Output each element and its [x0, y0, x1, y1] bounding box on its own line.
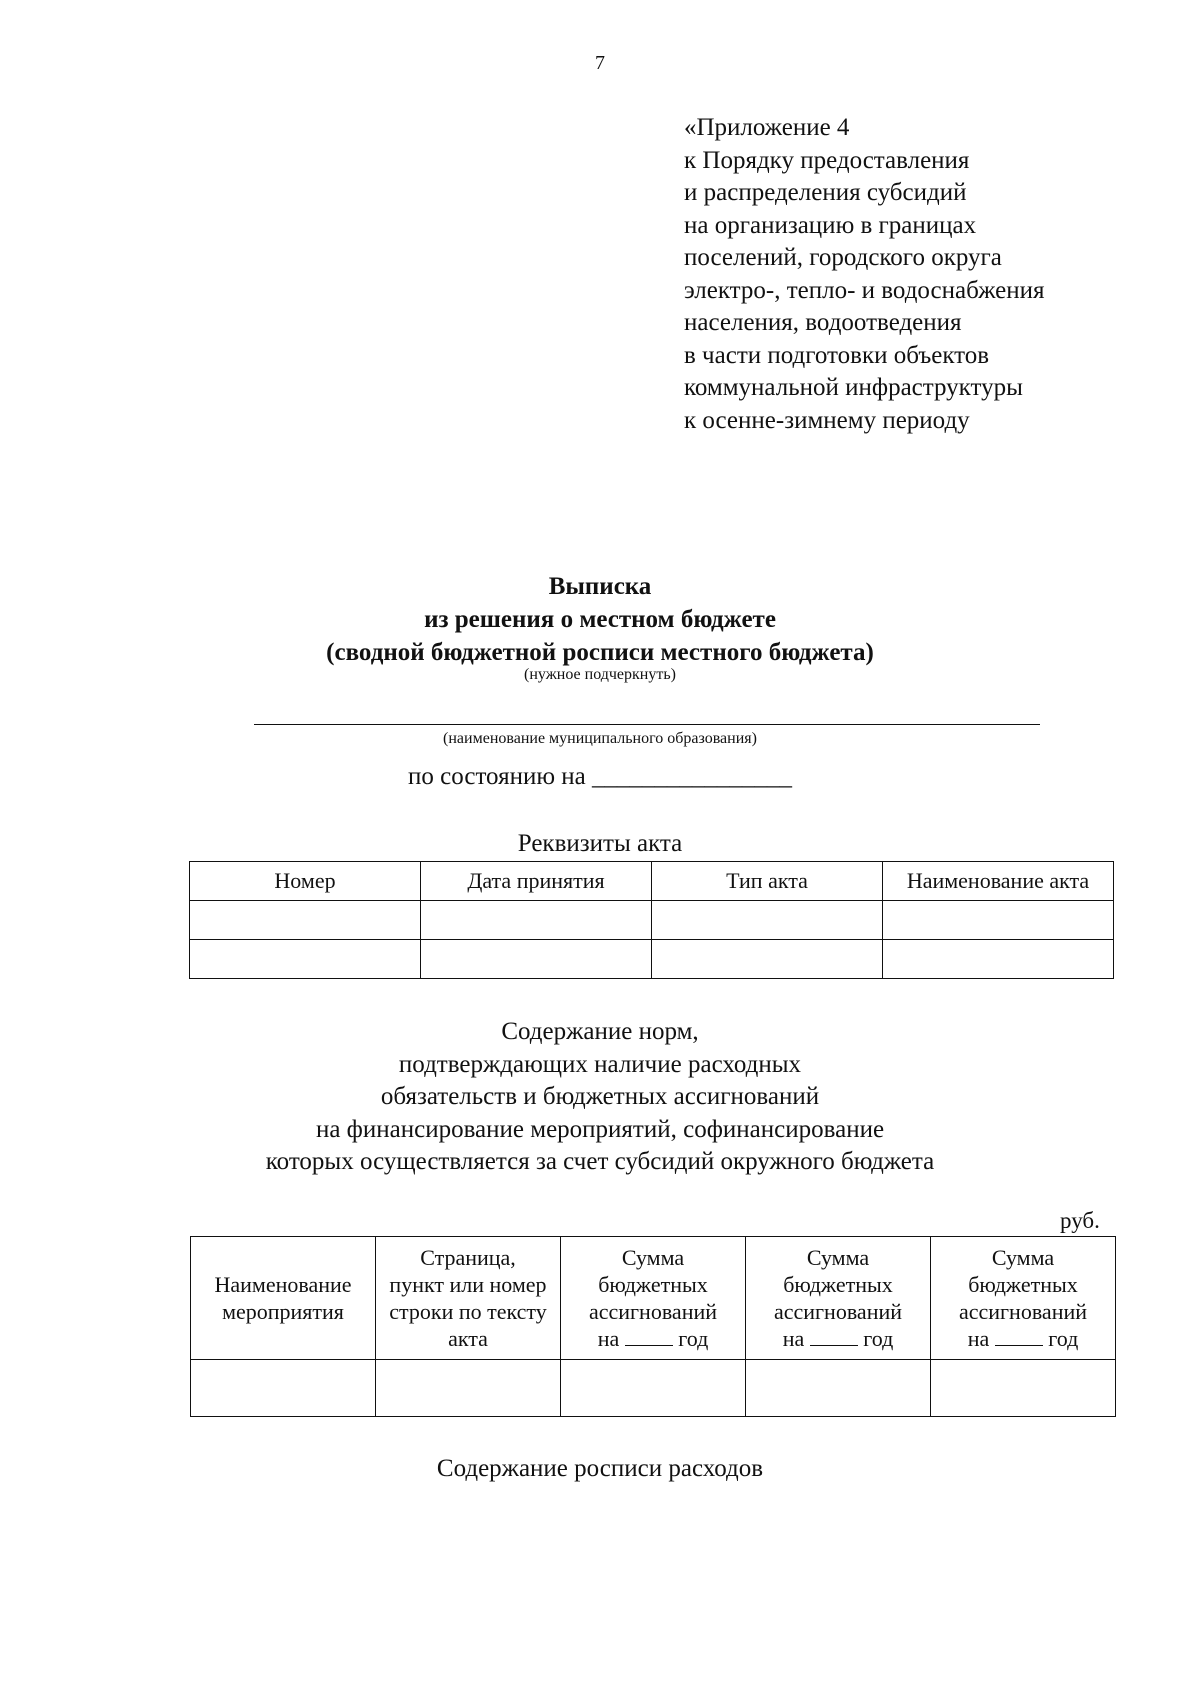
header-line: пункт или номер	[389, 1272, 547, 1297]
table-cell	[191, 1360, 376, 1417]
annex-header	[684, 112, 1045, 437]
column-header: Дата принятия	[421, 862, 652, 901]
municipality-caption: (наименование муниципального образования)	[443, 730, 757, 747]
annex-line: в части подготовки объектов	[684, 341, 990, 369]
table-cell	[421, 901, 652, 940]
municipality-line	[254, 724, 1040, 725]
norms-heading	[0, 1016, 1200, 1179]
header-line: Сумма	[806, 1245, 870, 1270]
page-number: 7	[595, 52, 605, 74]
annex-line: к осенне-зимнему периоду	[684, 406, 970, 434]
document-title	[0, 570, 1200, 669]
header-line: строки по тексту	[389, 1299, 547, 1324]
year-line	[931, 1325, 1115, 1352]
table-cell	[652, 901, 883, 940]
header-line: ассигнований	[588, 1299, 718, 1324]
annex-line: коммунальной инфраструктуры	[684, 374, 1023, 401]
norms-heading-line: подтверждающих наличие расходных	[398, 1050, 802, 1078]
table-cell	[376, 1360, 561, 1417]
norms-heading-line: Содержание норм,	[501, 1018, 699, 1045]
norms-heading-line: обязательств и бюджетных ассигнований	[380, 1083, 820, 1110]
table-cell	[421, 940, 652, 979]
currency-unit: руб.	[1060, 1208, 1100, 1233]
annex-line: и распределения субсидий	[684, 179, 967, 206]
act-details-table	[189, 861, 1114, 979]
column-header	[191, 1237, 376, 1360]
annex-line: на организацию в границах	[684, 211, 977, 239]
year-prefix: на	[597, 1326, 620, 1351]
table-cell	[883, 940, 1114, 979]
as-of-date: по состоянию на ________________	[408, 763, 792, 790]
header-line: Сумма	[991, 1245, 1055, 1270]
table-cell	[190, 940, 421, 979]
year-prefix: на	[782, 1326, 805, 1351]
column-header: Наименование акта	[883, 862, 1114, 901]
title-line-1: Выписка	[548, 573, 652, 600]
norms-heading-line: на финансирование мероприятий, софинансирование	[315, 1115, 885, 1143]
year-line	[746, 1325, 930, 1352]
column-header	[376, 1237, 561, 1360]
table-row	[190, 901, 1114, 940]
table-row	[190, 940, 1114, 979]
header-line: акта	[448, 1326, 488, 1351]
year-suffix: год	[1048, 1326, 1079, 1351]
norms-table	[190, 1236, 1116, 1417]
year-prefix: на	[967, 1326, 990, 1351]
header-line: бюджетных	[968, 1272, 1078, 1297]
column-header	[931, 1237, 1116, 1360]
header-line: ассигнований	[958, 1299, 1088, 1324]
annex-line: к Порядку предоставления	[684, 146, 970, 174]
year-blank	[995, 1327, 1043, 1346]
table-row	[191, 1360, 1116, 1417]
column-header	[746, 1237, 931, 1360]
header-line: бюджетных	[783, 1272, 893, 1297]
year-blank	[625, 1327, 673, 1346]
year-blank	[810, 1327, 858, 1346]
header-line: Страница,	[420, 1245, 516, 1270]
annex-line: населения, водоотведения	[684, 309, 962, 336]
title-line-2: из решения о местном бюджете	[424, 606, 776, 633]
table-cell	[561, 1360, 746, 1417]
underline-note: (нужное подчеркнуть)	[524, 666, 676, 683]
expenses-heading: Содержание росписи расходов	[436, 1455, 764, 1482]
header-line: бюджетных	[598, 1272, 708, 1297]
title-line-3: (сводной бюджетной росписи местного бюджета)	[326, 639, 874, 666]
year-suffix: год	[678, 1326, 709, 1351]
column-header	[561, 1237, 746, 1360]
act-details-heading: Реквизиты акта	[517, 830, 683, 857]
norms-heading-line: которых осуществляется за счет субсидий окружного бюджета	[265, 1148, 935, 1175]
table-cell	[190, 901, 421, 940]
column-header: Номер	[190, 862, 421, 901]
header-line: Наименование	[214, 1272, 352, 1297]
header-line: Сумма	[621, 1245, 685, 1270]
table-cell	[883, 901, 1114, 940]
year-line	[561, 1325, 745, 1352]
column-header: Тип акта	[652, 862, 883, 901]
annex-line: «Приложение 4	[684, 114, 850, 141]
header-line: ассигнований	[773, 1299, 903, 1324]
annex-line: поселений, городского округа	[684, 244, 1002, 271]
table-cell	[931, 1360, 1116, 1417]
table-cell	[746, 1360, 931, 1417]
table-cell	[652, 940, 883, 979]
header-line: мероприятия	[222, 1299, 344, 1324]
year-suffix: год	[863, 1326, 894, 1351]
annex-line: электро-, тепло- и водоснабжения	[684, 276, 1045, 304]
